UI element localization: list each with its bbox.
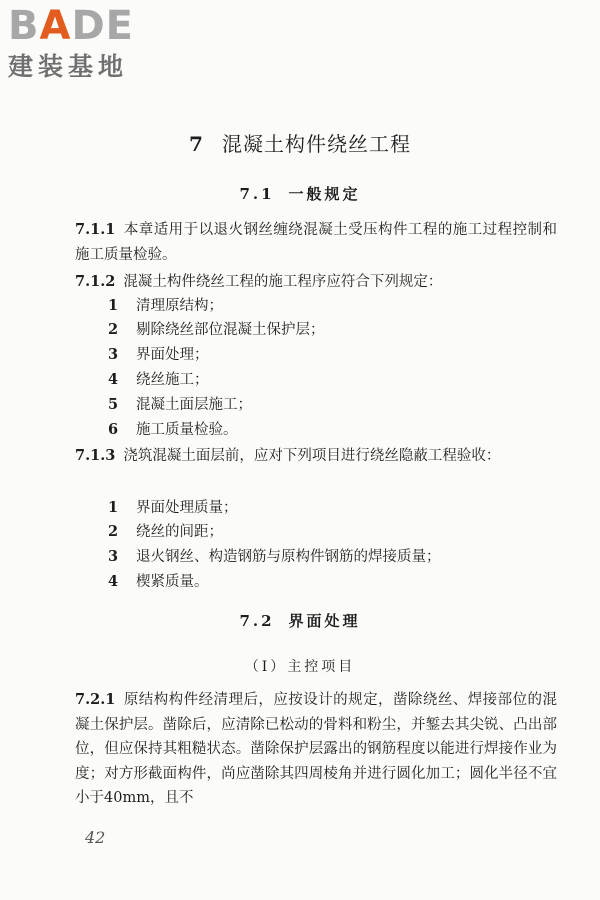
- list-item-text: 剔除绕丝部位混凝土保护层；: [136, 322, 325, 338]
- clause-text: 混凝土构件绕丝工程的施工程序应符合下列规定：: [123, 274, 443, 290]
- section-title-text: 界面处理: [288, 612, 361, 630]
- section-heading-7-2: [0, 610, 600, 631]
- chapter-title: [0, 128, 600, 157]
- list-item-number: 6: [108, 421, 119, 438]
- list-item-number: 5: [108, 396, 119, 413]
- list-item: [108, 343, 209, 367]
- list-item-text: 绕丝施工；: [136, 372, 209, 388]
- list-item-number: 3: [108, 346, 119, 363]
- page-number: 42: [85, 828, 106, 847]
- list-item-number: 4: [108, 371, 119, 388]
- chapter-title-text: 混凝土构件绕丝工程: [221, 132, 411, 156]
- list-item-number: 3: [108, 548, 119, 565]
- list-item-text: 界面处理；: [136, 347, 209, 363]
- clause-text: 浇筑混凝土面层前，应对下列项目进行绕丝隐蔽工程验收：: [123, 448, 501, 464]
- logo-wordmark: BADE: [8, 3, 134, 49]
- list-item-text: 楔紧质量。: [136, 574, 209, 590]
- list-item: [108, 570, 209, 594]
- list-item-text: 退火钢丝、构造钢筋与原构件钢筋的焊接质量；: [136, 549, 441, 565]
- bade-logo: [8, 4, 178, 82]
- clause-7-1-1: [75, 218, 557, 267]
- list-item-text: 绕丝的间距；: [136, 524, 223, 540]
- list-item: [108, 418, 238, 442]
- list-item-number: 1: [108, 499, 119, 516]
- list-item: [108, 393, 252, 417]
- list-item-text: 界面处理质量；: [136, 500, 238, 516]
- clause-text: 原结构构件经清理后，应按设计的规定，凿除绕丝、焊接部位的混凝土保护层。凿除后，应清除已松动的骨料和粉尘，并錾去其尖锐、凸出部位，但应保持其粗糙状态。凿除保护层露出的钢筋程度以能进行焊接作业为度；对方形截面构件，尚应凿除其四周棱角并进行圆化加工；圆化半径不宜小于40mm，且不: [75, 692, 557, 806]
- section-title-text: 一般规定: [288, 185, 361, 203]
- logo-subtitle: 建装基地: [8, 52, 129, 81]
- list-item: [108, 520, 223, 544]
- section-number: 7.1: [239, 185, 275, 203]
- clause-7-1-3: [75, 444, 557, 469]
- clause-number: 7.2.1: [75, 691, 116, 708]
- section-number: 7.2: [239, 612, 275, 630]
- clause-number: 7.1.1: [75, 221, 116, 238]
- list-item-text: 混凝土面层施工；: [136, 397, 252, 413]
- clause-7-2-1: [75, 688, 557, 811]
- section-heading-7-1: [0, 183, 600, 204]
- clause-7-1-2: [75, 270, 557, 295]
- list-item-number: 4: [108, 573, 119, 590]
- list-item: [108, 318, 325, 342]
- clause-text: 本章适用于以退火钢丝缠绕混凝土受压构件工程的施工过程控制和施工质量检验。: [75, 222, 557, 263]
- list-item-number: 2: [108, 523, 119, 540]
- list-item-text: 清理原结构；: [136, 298, 223, 314]
- list-item: [108, 368, 209, 392]
- clause-number: 7.1.2: [75, 273, 116, 290]
- list-item: [108, 294, 223, 318]
- logo-accent-letter: A: [39, 3, 72, 49]
- subsection-heading: （Ⅰ）主控项目: [244, 659, 356, 675]
- list-item-number: 2: [108, 321, 119, 338]
- list-item: [108, 545, 441, 569]
- list-item-text: 施工质量检验。: [136, 422, 238, 438]
- list-item: [108, 496, 238, 520]
- chapter-number: 7: [189, 132, 204, 156]
- list-item-number: 1: [108, 297, 119, 314]
- clause-number: 7.1.3: [75, 447, 116, 464]
